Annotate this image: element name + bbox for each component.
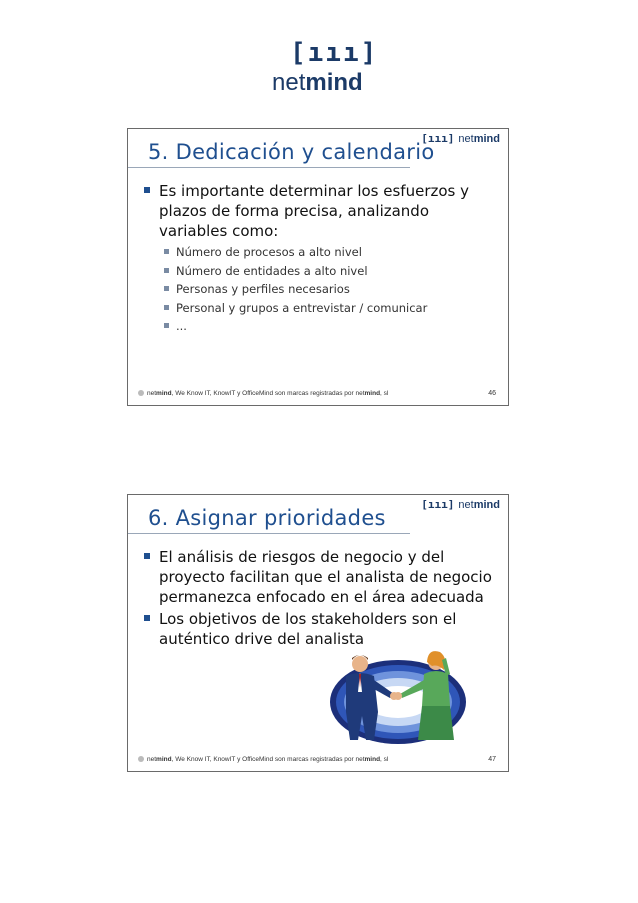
- sub-bullet-text: Personal y grupos a entrevistar / comunicar: [176, 300, 428, 315]
- sub-bullet-text: Número de procesos a alto nivel: [176, 245, 362, 259]
- slide-logo-brackets-icon: [ııı]: [421, 132, 455, 145]
- handshake-illustration: [328, 640, 468, 745]
- bullet-list: [142, 181, 492, 336]
- footer-brand-bold: mind: [156, 756, 172, 763]
- bullet-item: [142, 547, 492, 607]
- logo-word-bold: mind: [305, 69, 363, 96]
- slide-logo-regular: net: [458, 133, 474, 145]
- slide-title: 5. Dedicación y calendario: [148, 140, 435, 164]
- page-number: 47: [488, 756, 496, 763]
- sub-bullet-text: Personas y perfiles necesarios: [176, 282, 350, 296]
- slide-title: 6. Asignar prioridades: [148, 506, 386, 530]
- footer-brand2-bold: mind: [364, 390, 381, 397]
- footer-brand2-regular: net: [355, 390, 365, 397]
- footer-brand-regular: net: [147, 756, 157, 763]
- logo-word-regular: net: [272, 69, 306, 96]
- bullet-item: [142, 609, 492, 649]
- bullet-text: Los objetivos de los stakeholders son el auténtico drive del analista: [159, 610, 457, 648]
- slide-logo-bold: mind: [473, 499, 500, 511]
- slide-logo-bold: mind: [473, 133, 500, 145]
- bullet-square-icon: [144, 615, 150, 621]
- page-number: 46: [488, 390, 496, 397]
- sub-bullet-square-icon: [164, 268, 169, 273]
- slide-footer: [138, 756, 388, 763]
- bullet-square-icon: [144, 187, 150, 193]
- logo-brackets-icon: [ııı]: [290, 38, 379, 68]
- slide-47: [127, 494, 509, 772]
- footer-dot-icon: [138, 390, 144, 396]
- footer-text: , We Know IT, KnowIT y OfficeMind son marcas registradas por: [171, 390, 356, 397]
- footer-suffix: , sl: [380, 390, 389, 397]
- sub-bullet-square-icon: [164, 305, 169, 310]
- title-divider: [128, 533, 410, 534]
- sub-bullet-item: [159, 317, 492, 336]
- bullet-text: Es importante determinar los esfuerzos y plazos de forma precisa, analizando variables como:: [159, 182, 470, 240]
- slide-46: [127, 128, 509, 406]
- slide-logo-brackets-icon: [ııı]: [421, 498, 455, 511]
- sub-bullet-item: [159, 299, 492, 318]
- footer-brand-bold: mind: [156, 390, 172, 397]
- footer-dot-icon: [138, 756, 144, 762]
- slide-footer: [138, 390, 388, 397]
- footer-brand2-bold: mind: [364, 756, 381, 763]
- sub-bullet-text: ...: [176, 319, 187, 333]
- sub-bullet-item: [159, 280, 492, 299]
- footer-brand-regular: net: [147, 390, 157, 397]
- sub-bullet-list: [159, 243, 492, 336]
- sub-bullet-text: Número de entidades a alto nivel: [176, 263, 368, 278]
- footer-suffix: , sl: [380, 756, 389, 763]
- footer-brand2-regular: net: [355, 756, 365, 763]
- slide-logo-regular: net: [458, 499, 474, 511]
- bullet-square-icon: [144, 553, 150, 559]
- logo-wordmark: [272, 71, 363, 95]
- bullet-text: El análisis de riesgos de negocio y del proyecto facilitan que el analista de negocio permanezca enfocado en el área adecuada: [159, 548, 492, 606]
- footer-text: , We Know IT, KnowIT y OfficeMind son marcas registradas por: [171, 756, 356, 763]
- sub-bullet-square-icon: [164, 323, 169, 328]
- sub-bullet-square-icon: [164, 249, 169, 254]
- sub-bullet-square-icon: [164, 286, 169, 291]
- title-divider: [128, 167, 410, 168]
- bullet-list: [142, 547, 492, 651]
- bullet-item: [142, 181, 492, 241]
- sub-bullet-item: [159, 243, 492, 262]
- netmind-logo: [258, 38, 378, 98]
- slide-logo: [421, 498, 500, 511]
- sub-bullet-item: [159, 262, 492, 281]
